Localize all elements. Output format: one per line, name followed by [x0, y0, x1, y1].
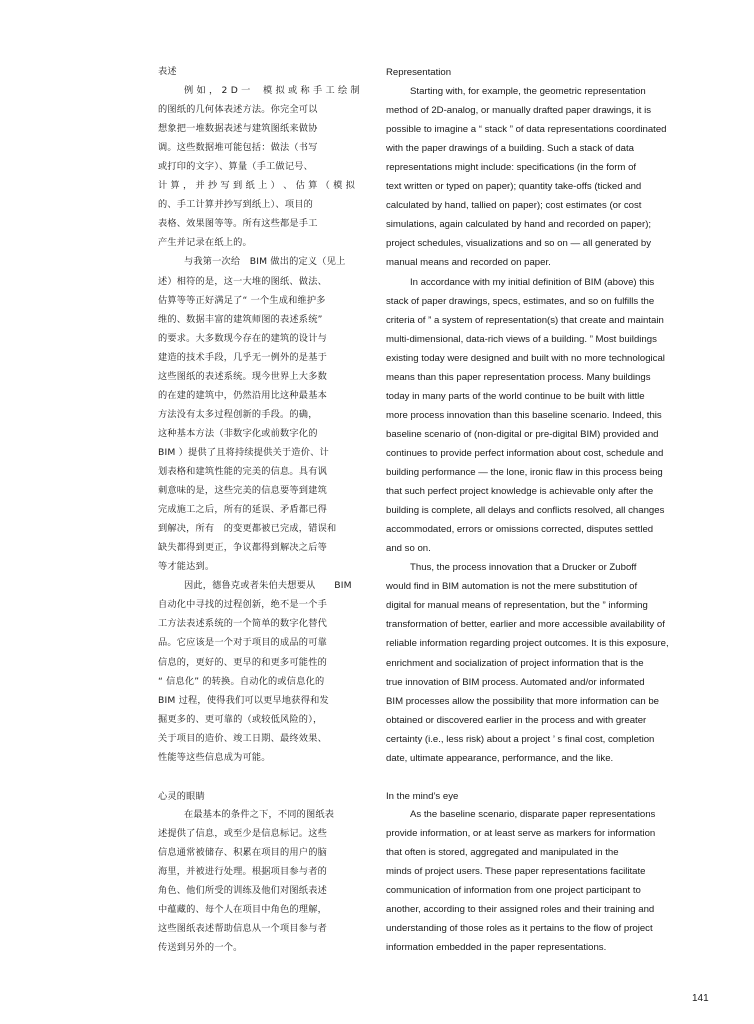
text-line: information embedded in the paper representations. — [386, 942, 607, 954]
text-line: that often is stored, aggregated and manipulated in the — [386, 847, 619, 859]
text-line: and so on. — [386, 543, 431, 555]
text-line: reliable information regarding project outcomes. It is this exposure, — [386, 638, 669, 650]
text-line: 海里，并被进行处理。根据项目参与者的 — [158, 866, 327, 878]
text-line: 的在建的建筑中，仍然沿用比这种最基本 — [158, 389, 327, 401]
text-line: 建造的技术手段，几乎无一例外的是基于 — [158, 351, 327, 363]
text-line: 刺意味的是，这些完美的信息要等到建筑 — [158, 485, 327, 497]
text-line: project schedules, visualizations and so on — all generated by — [386, 238, 652, 250]
text-line: 或打印的文字）、算量（手工做记号、 — [158, 161, 313, 173]
text-line: 到解决，所有 的变更都被已完成，错误和 — [158, 523, 337, 535]
text-line: possible to imagine a “ stack ” of data representations coordinated — [386, 124, 667, 136]
text-line: In accordance with my initial definition of BIM (above) this — [410, 276, 655, 288]
text-line: that such perfect project knowledge is achievable only after the — [386, 486, 654, 498]
text-line: 维的、数据丰富的建筑师图的表述系统” — [158, 313, 323, 325]
text-line: digital for manual means of representation, but the ” informing — [386, 600, 648, 612]
text-line: multi-dimensional, data-rich views of a building. ” Most buildings — [386, 333, 657, 345]
text-line: certainty (i.e., less risk) about a project ’ s final cost, completion — [386, 733, 655, 745]
text-line: 缺失都得到更正，争议都得到解决之后等 — [158, 542, 327, 554]
text-line: continues to provide perfect information about cost, schedule and — [386, 447, 664, 459]
text-line: method of 2D-analog, or manually drafted paper drawings, it is — [386, 105, 652, 117]
text-line: understanding of those roles as it pertains to the flow of project — [386, 923, 653, 935]
section-heading: 表述 — [158, 66, 177, 77]
text-line: 述）相符的是，这一大堆的图纸、做法、 — [158, 275, 327, 287]
text-line: transformation of better, earlier and more accessible availability of — [386, 619, 665, 631]
text-line: provide information, or at least serve as markers for information — [386, 828, 656, 840]
text-line: BIM ）提供了且将持续提供关于造价、计 — [158, 446, 329, 458]
text-line: 的要求。大多数现今存在的建筑的设计与 — [158, 332, 327, 344]
text-line: 信息通常被储存、积累在项目的用户的脑 — [158, 847, 327, 859]
text-line: calculated by hand, tallied on paper); cost estimates (or cost — [386, 200, 642, 212]
text-line: “ 信息化” 的转换。自动化的或信息化的 — [158, 675, 325, 687]
text-line: criteria of ” a system of representation(s) that create and maintain — [386, 314, 664, 326]
text-line: 中蕴藏的、每个人在项目中角色的理解， — [158, 904, 327, 916]
text-line: 性能等这些信息成为可能。 — [158, 751, 271, 763]
text-line: BIM processes allow the possibility that more information can be — [386, 695, 660, 707]
text-line: BIM 过程，使得我们可以更早地获得和发 — [158, 694, 329, 706]
text-line: 这些图纸表述帮助信息从一个项目参与者 — [158, 923, 327, 935]
text-line: date, ultimate appearance, performance, and the like. — [386, 752, 614, 764]
text-line: today in many parts of the world continue to be built with little — [386, 390, 645, 402]
text-line: text written or typed on paper); quantity take-offs (ticked and — [386, 181, 642, 193]
section-heading: In the mind’s eye — [386, 791, 459, 802]
text-line: 想象把一堆数据表述与建筑图纸来做协 — [158, 123, 318, 135]
text-line: another, according to their assigned roles and their training and — [386, 904, 655, 916]
text-line: 表格、效果图等等。所有这些都是手工 — [158, 218, 318, 230]
text-line: 的图纸的几何体表述方法。你完全可以 — [158, 104, 318, 116]
text-line: stack of paper drawings, specs, estimates, and so on fulfills the — [386, 295, 655, 307]
text-line: 例 如 ， 2 D 一 模 拟 或 称 手 工 绘 制 — [184, 85, 360, 96]
text-line: As the baseline scenario, disparate paper representations — [410, 809, 656, 820]
text-line: existing today were designed and built with no more technological — [386, 352, 665, 364]
text-line: communication of information from one project participant to — [386, 885, 641, 897]
text-line: 的、手工计算并抄写到纸上）、项目的 — [158, 199, 313, 211]
text-line: 在最基本的条件之下，不同的图纸表 — [184, 809, 335, 820]
text-line: Starting with, for example, the geometric representation — [410, 86, 646, 97]
text-line: means than this paper representation process. Many buildings — [386, 371, 651, 383]
text-line: 与我第一次给 BIM 做出的定义（见上 — [184, 256, 346, 268]
text-line: Thus, the process innovation that a Drucker or Zuboff — [410, 562, 637, 574]
text-line: manual means and recorded on paper. — [386, 257, 551, 269]
text-line: 工方法表述系统的一个简单的数字化替代 — [158, 618, 327, 630]
text-line: 产生并记录在纸上的。 — [158, 237, 252, 249]
text-line: 完成施工之后，所有的延误、矛盾都已得 — [158, 504, 327, 516]
text-line: 估算等等正好满足了“ 一个生成和维护多 — [158, 294, 326, 306]
text-line: with the paper drawings of a building. Such a stack of data — [386, 143, 634, 155]
text-line: 划表格和建筑性能的完美的信息。具有讽 — [158, 466, 327, 477]
text-line: true innovation of BIM process. Automated and/or informated — [386, 676, 645, 688]
text-line: 等才能达到。 — [158, 561, 215, 573]
section-heading: 心灵的眼睛 — [158, 791, 205, 802]
text-line: would find in BIM automation is not the mere substitution of — [386, 581, 638, 593]
text-line: representations might include: specifications (in the form of — [386, 162, 637, 174]
text-line: 方法没有太多过程创新的手段。的确， — [158, 408, 318, 420]
text-line: 关于项目的造价、竣工日期、最终效果、 — [158, 732, 327, 744]
text-line: 角色、他们所受的训练及他们对图纸表述 — [158, 885, 327, 897]
text-line: 掘更多的、更可靠的（或较低风险的）， — [158, 713, 323, 725]
text-line: enrichment and socialization of project information that is the — [386, 657, 644, 669]
text-line: baseline scenario of (non-digital or pre-digital BIM) provided and — [386, 428, 659, 440]
text-line: 因此，德鲁克或者朱伯夫想要从 BIM — [184, 580, 352, 592]
text-line: 这种基本方法（非数字化或前数字化的 — [158, 427, 318, 439]
text-line: 品。它应该是一个对于项目的成品的可靠 — [158, 637, 327, 649]
text-line: building performance — the lone, ironic flaw in this process being — [386, 467, 663, 478]
text-line: 这些图纸的表述系统。现今世界上大多数 — [158, 370, 327, 382]
page-number: 141 — [692, 993, 709, 1004]
section-heading: Representation — [386, 67, 452, 78]
text-line: more process innovation than this baseline scenario. Indeed, this — [386, 409, 662, 421]
text-line: obtained or discovered earlier in the process and with greater — [386, 714, 647, 726]
text-line: 信息的，更好的、更早的和更多可能性的 — [158, 656, 327, 668]
text-line: 传送到另外的一个。 — [158, 942, 243, 954]
text-line: 计 算 ， 并 抄 写 到 纸 上 ） 、 估 算 （ 模 拟 — [158, 180, 356, 192]
text-line: simulations, again calculated by hand and recorded on paper); — [386, 219, 652, 231]
text-line: accommodated, errors or omissions corrected, disputes settled — [386, 524, 654, 536]
text-line: minds of project users. These paper representations facilitate — [386, 866, 646, 878]
text-line: 述提供了信息，或至少是信息标记。这些 — [158, 828, 327, 840]
text-line: building is complete, all delays and conflicts resolved, all changes — [386, 505, 665, 517]
text-line: 自动化中寻找的过程创新，绝不是一个手 — [158, 599, 327, 611]
text-line: 调。这些数据堆可能包括：做法（书写 — [158, 142, 318, 154]
